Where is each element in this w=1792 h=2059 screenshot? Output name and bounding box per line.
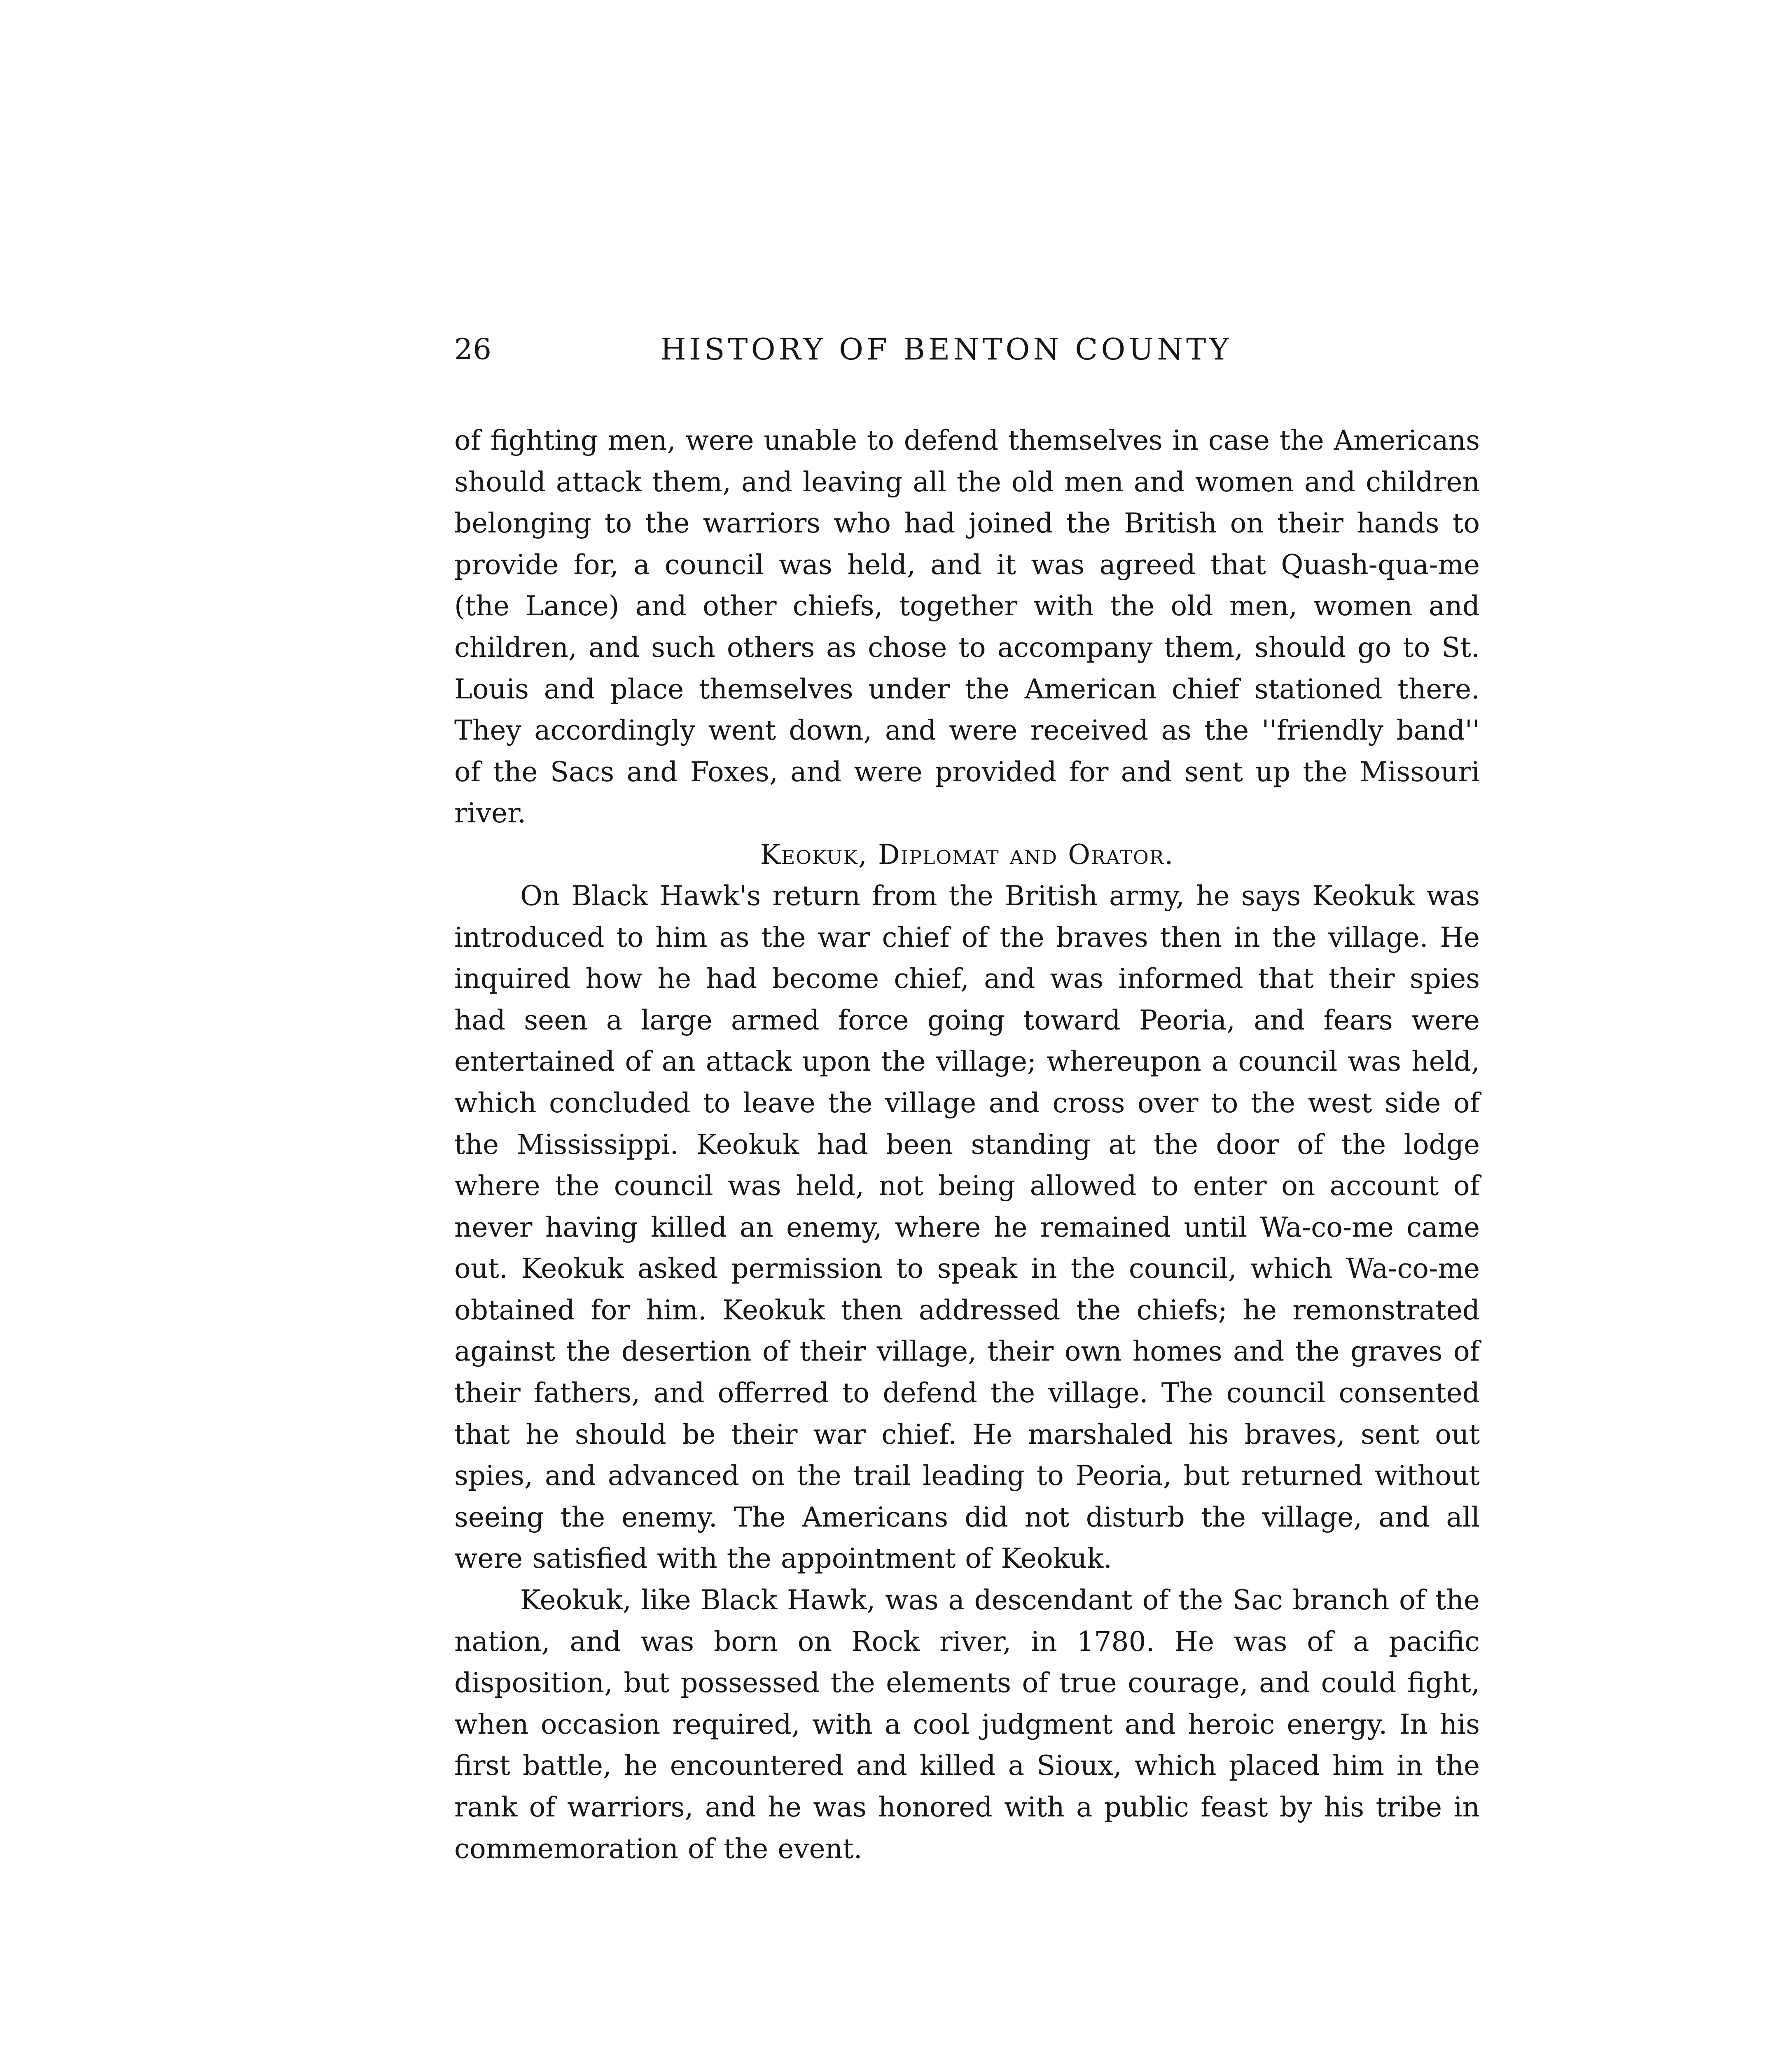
page-header: [454, 331, 1480, 376]
section-heading: Keokuk, Diplomat and Orator.: [760, 838, 1174, 871]
paragraph-keokuk-origin: Keokuk, like Black Hawk, was a descendant of the Sac branch of the nation, and was born on Rock river, in 1780. He was of a pacific disposition, but possessed the elements of true courage, and could fight, when occasion required, with a cool judgment and heroic energy. In his first battle, he encountered and killed a Sioux, which placed him in the rank of warriors, and he was honored with a public feast by his tribe in commemoration of the event.: [454, 1584, 1480, 1865]
paragraph-black-hawk-return: On Black Hawk's return from the British army, he says Keokuk was introduced to him as the war chief of the braves then in the village. He inquired how he had become chief, and was informed that their spies had seen a large armed force going toward Peoria, and fears were entertained of an attack upon the village; whereupon a council was held, which concluded to leave the village and cross over to the west side of the Mississippi. Keokuk had been standing at the door of the lodge where the council was held, not being allowed to enter on account of never having killed an enemy, where he remained until Wa-co-me came out. Keokuk asked permission to speak in the council, which Wa-co-me obtained for him. Keokuk then addressed the chiefs; he remonstrated against the desertion of their village, their own homes and the graves of their fathers, and offerred to defend the village. The council consented that he should be their war chief. He marshaled his braves, sent out spies, and advanced on the trail leading to Peoria, but returned without seeing the enemy. The Americans did not disturb the village, and all were satisfied with the appointment of Keokuk.: [454, 880, 1480, 1575]
page-number: 26: [454, 332, 492, 366]
paragraph-continued: of fighting men, were unable to defend themselves in case the Americans should attack them, and leaving all the old men and women and children belonging to the warriors who had joined the British on their hands to provide for, a council was held, and it was agreed that Quash-qua-me (the Lance) and other chiefs, together with the old men, women and children, and such others as chose to accompany them, should go to St. Louis and place themselves under the American chief stationed there. They accordingly went down, and were received as the ''friendly band'' of the Sacs and Foxes, and were provided for and sent up the Missouri river.: [454, 425, 1480, 829]
running-head: HISTORY OF BENTON COUNTY: [660, 332, 1232, 367]
body-text: [454, 420, 1480, 1870]
